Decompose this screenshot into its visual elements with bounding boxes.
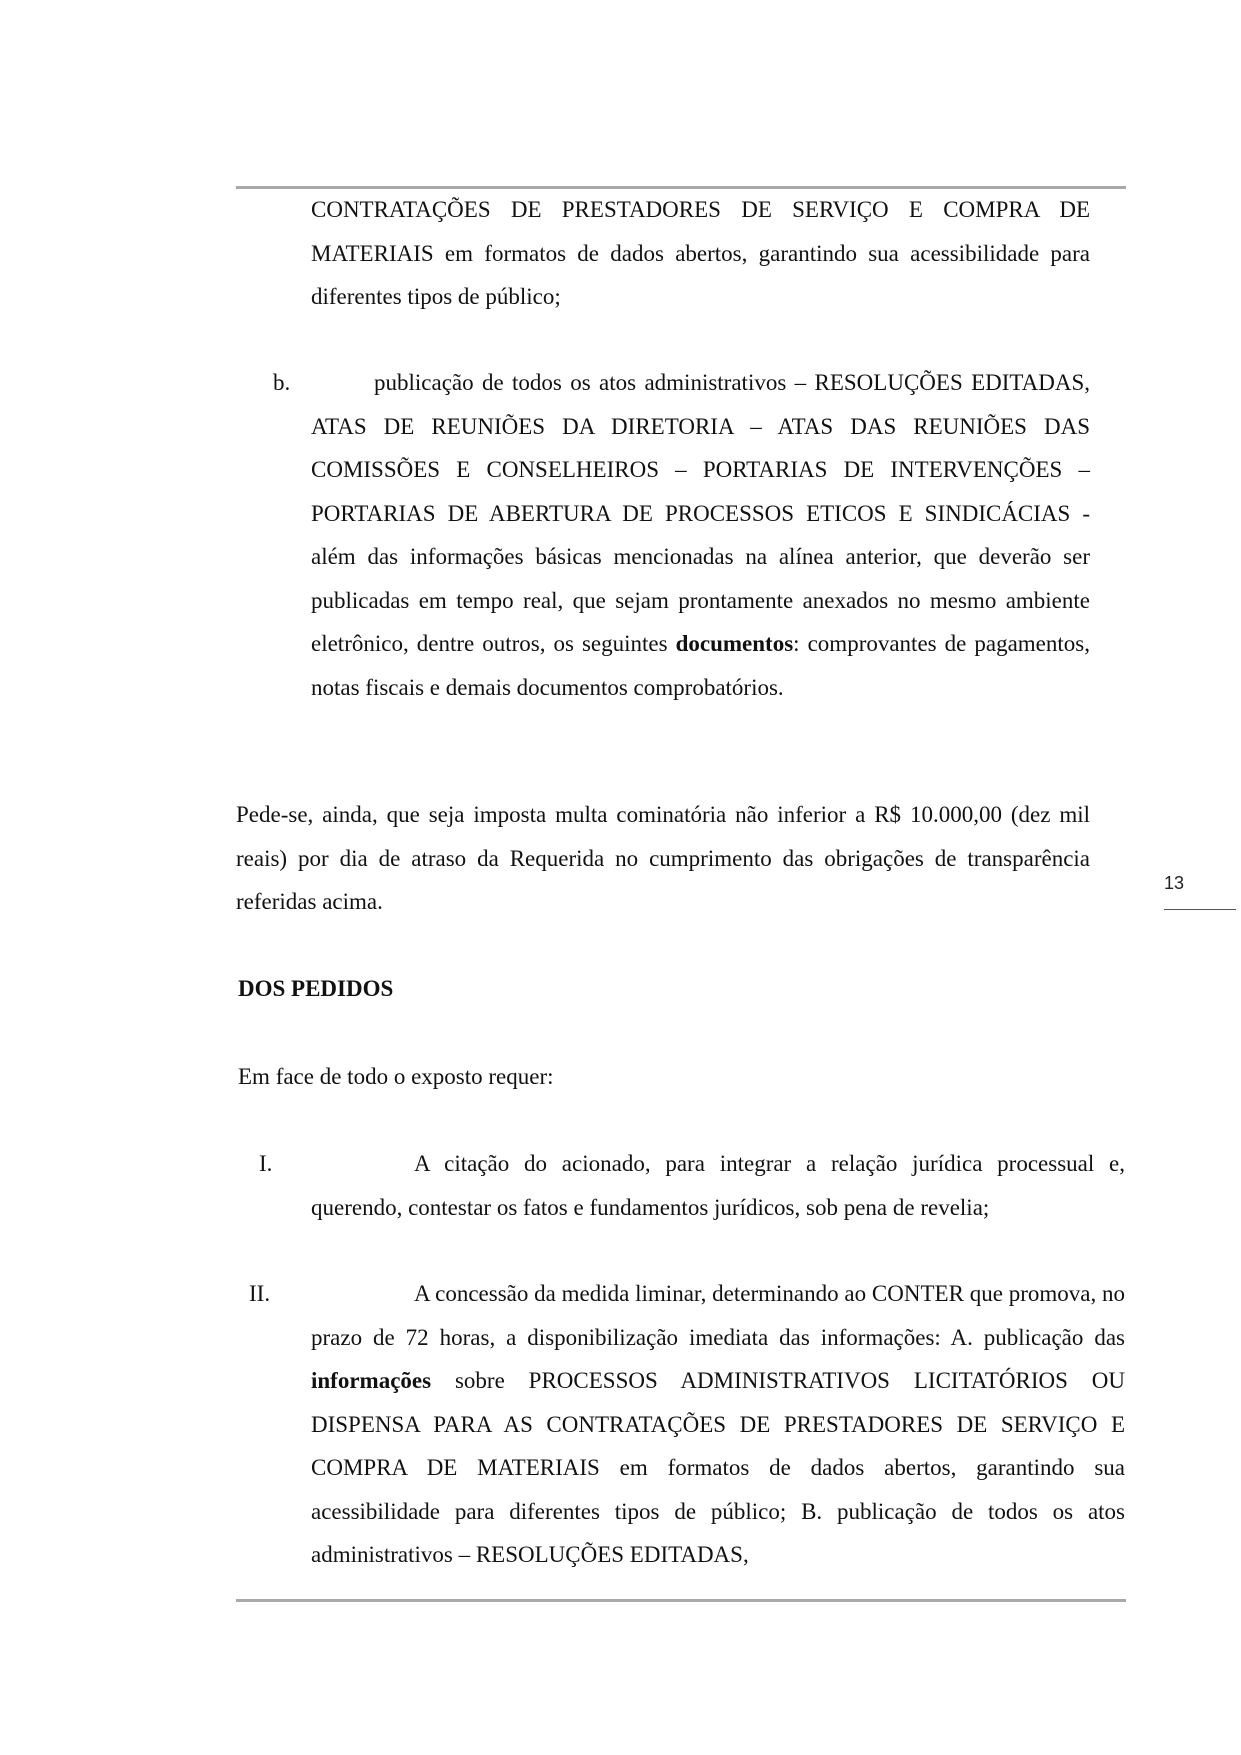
request-i-text: A citação do acionado, para integrar a relação jurídica processual e, querendo, contestar os fatos e fundamentos jurídicos, sob pena de revelia; bbox=[311, 1151, 1125, 1220]
footer-rule bbox=[236, 1599, 1126, 1602]
request-i-paragraph bbox=[311, 1142, 1125, 1229]
request-ii-text-start: A concessão da medida liminar, determinando ao CONTER que promova, no prazo de 72 horas, a disponibilização imediata das informações: A. publicação das bbox=[311, 1281, 1125, 1350]
request-i-marker: I. bbox=[259, 1151, 273, 1176]
pede-se-paragraph bbox=[236, 793, 1090, 924]
pede-se-text: Pede-se, ainda, que seja imposta multa cominatória não inferior a R$ 10.000,00 (dez mil reais) por dia de atraso da Requerida no cumprimento das obrigações de transparência referidas acima. bbox=[236, 802, 1090, 914]
item-b-paragraph bbox=[311, 361, 1090, 709]
request-ii-text-end: sobre PROCESSOS ADMINISTRATIVOS LICITATÓRIOS OU DISPENSA PARA AS CONTRATAÇÕES DE PRESTADORES DE SERVIÇO E COMPRA DE MATERIAIS em formatos de dados abertos, garantindo sua acessibilidade para diferentes tipos de público; B. publicação de todos os atos administrativos – RESOLUÇÕES EDITADAS, bbox=[311, 1368, 1125, 1567]
page-number: 13 bbox=[1164, 873, 1185, 893]
item-b-bold-term: documentos bbox=[675, 631, 794, 656]
page-number-underline bbox=[1164, 909, 1236, 910]
request-ii-paragraph bbox=[311, 1272, 1125, 1577]
item-a-text: CONTRATAÇÕES DE PRESTADORES DE SERVIÇO E COMPRA DE MATERIAIS em formatos de dados abertos, garantindo sua acessibilidade para diferentes tipos de público; bbox=[311, 197, 1090, 309]
item-b-text-start: publicação de todos os atos administrativos – RESOLUÇÕES EDITADAS, ATAS DE REUNIÕES DA DIRETORIA – ATAS DAS REUNIÕES DAS COMISSÕES E CONSELHEIROS – PORTARIAS DE INTERVENÇÕES – PORTARIAS DE ABERTURA DE PROCESSOS ETICOS E SINDICÁCIAS - além das informações básicas mencionadas na alínea anterior, que deverão ser publicadas em tempo real, que sejam prontamente anexados no mesmo ambiente eletrônico, dentre outros, os seguintes bbox=[311, 370, 1090, 656]
section-intro: Em face de todo o exposto requer: bbox=[238, 1064, 554, 1089]
request-ii-marker: II. bbox=[249, 1281, 271, 1306]
section-heading: DOS PEDIDOS bbox=[238, 976, 394, 1001]
item-a-continuation bbox=[311, 188, 1090, 319]
item-b-text-end: : comprovantes de pagamentos, notas fiscais e demais documentos comprobatórios. bbox=[311, 631, 1090, 700]
request-ii-bold-term: informações bbox=[311, 1368, 432, 1393]
item-b-marker: b. bbox=[273, 370, 291, 395]
